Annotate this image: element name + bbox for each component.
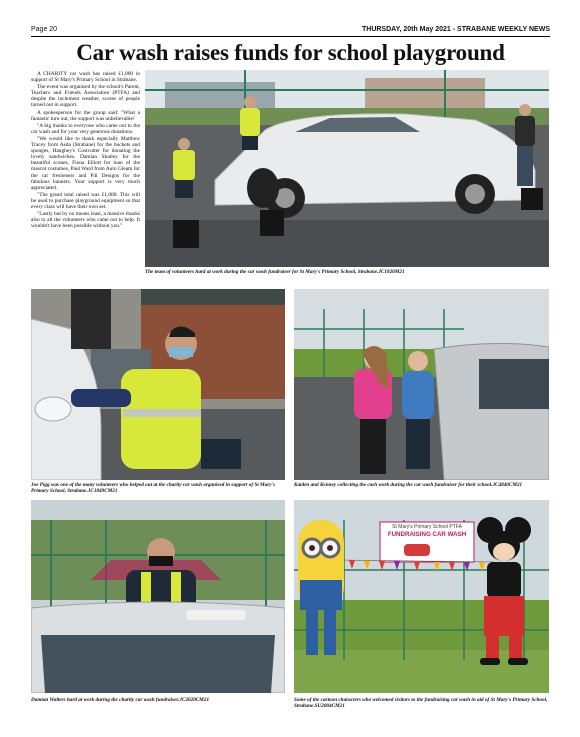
banner-line-2: FUNDRAISING CAR WASH [387, 531, 467, 538]
headline: Car wash raises funds for school playground [76, 40, 505, 65]
paragraph: "Lastly but by no means least, a massive thanks also to all the volunteers who came out to help. It wouldn't have been possible without you." [31, 211, 140, 230]
publication-dateline: THURSDAY, 20th May 2021 - STRABANE WEEKLY NEWS [361, 26, 550, 33]
paragraph: A spokesperson for the group said: "What a fantastic turn out, the support was unbelievable! [31, 109, 140, 122]
banner-line-1: St Mary's Primary School PTFA [392, 524, 462, 530]
page-number: Page 20 [31, 26, 58, 33]
caption-mid-left-photo: Joe Pigg was one of the many volunteers who helped out at the charity car wash organised in support of St Mary's Primary School, Strabane.JC1849CM21 [31, 482, 275, 494]
caption-mid-right-photo: Kaiden and Kenney collecting the cash work during the car wash fundraiser for their school.JC4840CM21 [294, 482, 523, 488]
paragraph: The event was organised by the school's Parent, Teachers and Friends Association (PTFA) and despite the inclement weather, scores of people turned out in support. [31, 84, 140, 109]
article-body [31, 71, 140, 230]
photo-volunteer-car-roof [31, 500, 285, 693]
caption-bottom-left-photo: Damian Walters hard at work during the charity car wash fundraiser.JC2020CM21 [31, 697, 210, 703]
caption-bottom-right-photo: Some of the cartoon characters who welcomed visitors to the fundraising car wash in aid of St Mary's Primary School, Strabane.SU2004CM21 [294, 697, 548, 709]
photo-children-collecting [294, 289, 549, 480]
photo-volunteers-washing-car [145, 70, 549, 267]
paragraph: "The grand total raised was £1,000. This will be used to purchase playground equipment so that every class will have their own set. [31, 191, 140, 210]
paragraph: "We would like to thank especially Matthew Tracey from Asda (Strabane) for the buckets and sponges, Haughey's Costcutter for donating the lovely sandwiches, Damian Shatley for the beautiful scones, Fiona Elliott for loan of the mascot costumes, Paul Ward from Auto Gleam for the car fresheners and P4i Designs for the fabulous banners. Your support is very much appreciated. [31, 135, 140, 191]
paragraph: A CHARITY car wash has raised £1,000 in support of St Mary's Primary School in Strabane. [31, 71, 140, 84]
header-rule [31, 36, 550, 37]
photo-volunteer-washing-headlight [31, 289, 285, 480]
paragraph: "A big thanks to everyone who came out to the car wash and for your very generous donations. [31, 122, 140, 135]
caption-main-photo: The team of volunteers hard at work during the car wash fundraiser for St Mary's Primary School, Strabane.JC1820M21 [145, 269, 405, 275]
photo-cartoon-characters [294, 500, 549, 693]
